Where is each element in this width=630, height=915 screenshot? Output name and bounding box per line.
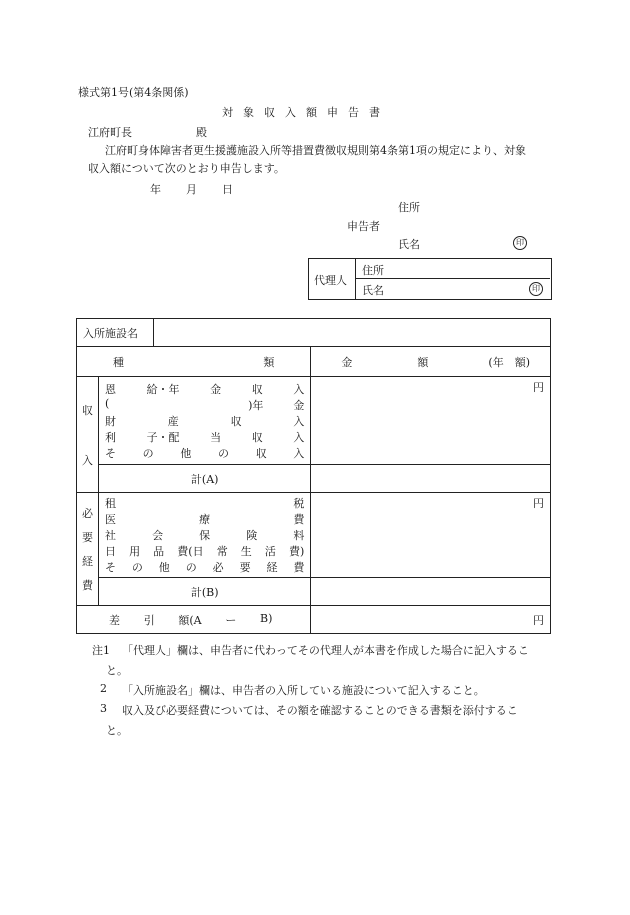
col-type-header: 種 類 bbox=[77, 347, 311, 377]
body-text-line2: 収入額について次のとおり申告します。 bbox=[88, 162, 285, 175]
income-items-row bbox=[77, 377, 551, 465]
addressee: 江府町長 bbox=[88, 126, 132, 139]
applicant-name-label: 氏名 bbox=[398, 238, 420, 251]
yen-unit: 円 bbox=[533, 613, 544, 627]
col-amount-header: 金 額 (年 額) bbox=[311, 347, 551, 377]
facility-value[interactable] bbox=[153, 319, 550, 347]
expense-item: 社 会 保 険 料 bbox=[104, 529, 305, 542]
income-item: 利 子・配 当 収 入 bbox=[104, 430, 305, 444]
income-total-row bbox=[77, 465, 551, 493]
note-number: 3 bbox=[100, 702, 107, 715]
note-text: 「入所施設名」欄は、申告者の入所している施設について記入すること。 bbox=[122, 684, 485, 697]
yen-unit: 円 bbox=[533, 497, 544, 510]
expense-amount[interactable] bbox=[311, 493, 551, 578]
expense-item: そ の 他 の 必 要 経 費 bbox=[104, 561, 305, 574]
difference-amount[interactable] bbox=[311, 606, 551, 634]
income-item: そ の 他 の 収 入 bbox=[104, 446, 305, 460]
difference-row bbox=[77, 606, 551, 634]
yen-unit: 円 bbox=[533, 381, 544, 394]
income-items bbox=[98, 377, 310, 465]
note-number: 2 bbox=[100, 682, 107, 695]
income-total-label: 計(A) bbox=[98, 465, 310, 493]
expense-item: 租 税 bbox=[104, 497, 305, 510]
date-year: 年 bbox=[150, 183, 161, 196]
facility-label: 入所施設名 bbox=[77, 319, 154, 347]
applicant-seal-icon: 印 bbox=[513, 235, 527, 250]
income-header: 収 入 bbox=[77, 377, 99, 493]
addressee-suffix: 殿 bbox=[196, 126, 207, 139]
agent-name-label: 氏名 bbox=[362, 284, 384, 297]
income-total-amount[interactable] bbox=[311, 465, 551, 493]
note-text: 「代理人」欄は、申告者に代わってその代理人が本書を作成した場合に記入するこ bbox=[122, 644, 529, 657]
agent-seal-icon: 印 bbox=[529, 281, 543, 296]
income-amount[interactable] bbox=[311, 377, 551, 465]
expense-total-row bbox=[77, 578, 551, 606]
agent-address-label: 住所 bbox=[362, 264, 384, 277]
expense-item: 日 用 品 費(日 常 生 活 費) bbox=[104, 545, 305, 558]
expense-total-label: 計(B) bbox=[98, 578, 310, 606]
date-day: 日 bbox=[222, 183, 233, 196]
note-number: 注1 bbox=[92, 644, 110, 657]
note-text-continued: と。 bbox=[106, 664, 128, 677]
facility-row bbox=[77, 319, 551, 347]
income-item: 財 産 収 入 bbox=[104, 414, 305, 428]
difference-label: 差 引 額(A ー B) bbox=[77, 606, 311, 634]
document-title: 対象収入額申告書 bbox=[222, 106, 390, 119]
declarant-label: 申告者 bbox=[347, 220, 380, 233]
agent-label: 代理人 bbox=[314, 274, 347, 287]
column-header-row bbox=[77, 347, 551, 377]
form-number: 様式第1号(第4条関係) bbox=[78, 86, 189, 99]
body-text-line1: 江府町身体障害者更生援護施設入所等措置費徴収規則第4条第1項の規定により、対象 bbox=[105, 144, 526, 157]
expense-total-amount[interactable] bbox=[311, 578, 551, 606]
income-item: 恩 給・年 金 収 入 bbox=[104, 382, 305, 396]
expense-item: 医 療 費 bbox=[104, 513, 305, 526]
expense-header: 必 要 経 費 bbox=[77, 493, 99, 606]
expense-items-row bbox=[77, 493, 551, 578]
income-table bbox=[76, 318, 551, 634]
note-text: 収入及び必要経費については、その額を確認することのできる書類を添付するこ bbox=[122, 704, 518, 717]
date-month: 月 bbox=[186, 183, 197, 196]
income-item: ( )年 金 bbox=[104, 396, 305, 412]
expense-items bbox=[98, 493, 310, 578]
applicant-address-label: 住所 bbox=[398, 201, 420, 214]
note-text-continued: と。 bbox=[106, 724, 128, 737]
